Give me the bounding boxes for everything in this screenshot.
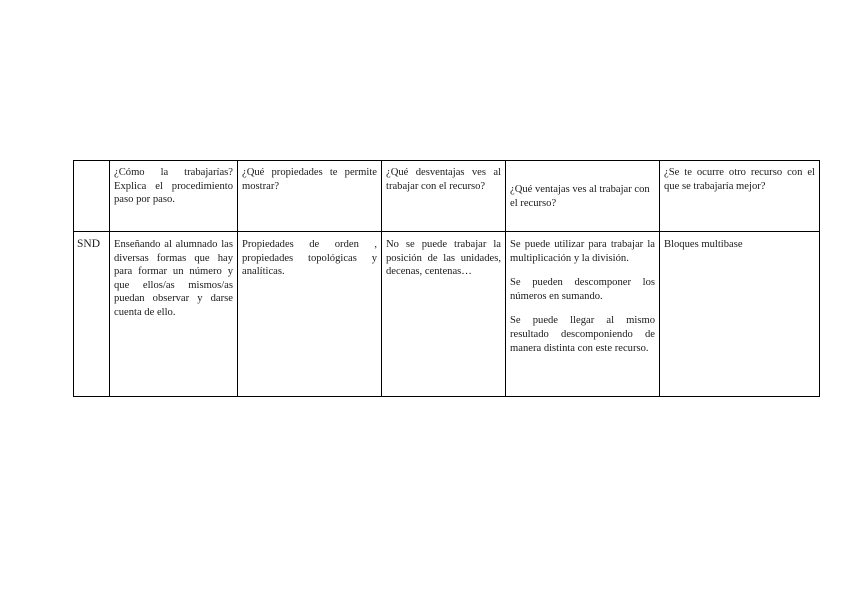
advantage-paragraph: Se pueden descomponer los números en sumando.	[510, 277, 655, 302]
header-disadvantages: ¿Qué desventajas ves al trabajar con el recurso?	[382, 161, 506, 232]
header-other-resource: ¿Se te ocurre otro recurso con el que se trabajaría mejor?	[660, 161, 820, 232]
cell-advantages	[506, 232, 660, 397]
header-row	[74, 161, 820, 232]
cell-disadvantages: No se puede trabajar la posición de las unidades, decenas, centenas…	[382, 232, 506, 397]
cell-procedure: Enseñando al alumnado las diversas formas que hay para formar un número y que ellos/as mismos/as puedan observar y darse cuenta de ello.	[110, 232, 238, 397]
cell-properties: Propiedades de orden , propiedades topológicas y analíticas.	[238, 232, 382, 397]
header-empty-cell	[74, 161, 110, 232]
row-label: SND	[74, 232, 110, 397]
cell-other-resource: Bloques multibase	[660, 232, 820, 397]
header-advantages: ¿Qué ventajas ves al trabajar con el recurso?	[506, 161, 660, 232]
header-procedure: ¿Cómo la trabajarías? Explica el procedimiento paso por paso.	[110, 161, 238, 232]
resource-analysis-table	[73, 160, 820, 397]
advantage-paragraph: Se puede llegar al mismo resultado descomponiendo de manera distinta con este recurso.	[510, 315, 655, 354]
header-properties: ¿Qué propiedades te permite mostrar?	[238, 161, 382, 232]
table-row	[74, 232, 820, 397]
advantage-paragraph: Se puede utilizar para trabajar la multiplicación y la división.	[510, 239, 655, 264]
